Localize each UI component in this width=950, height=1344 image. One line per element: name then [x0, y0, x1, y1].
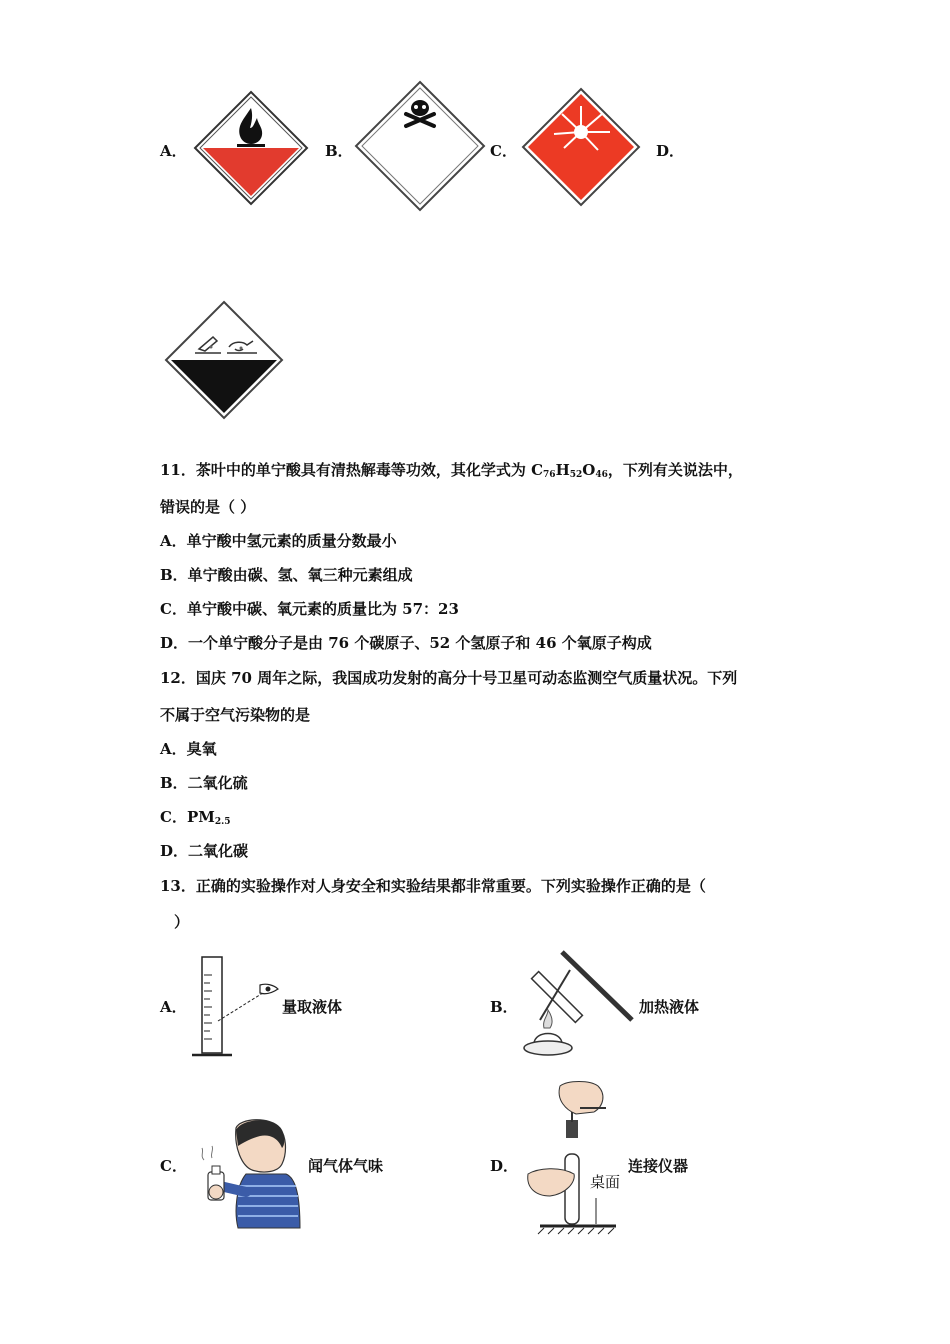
q13-option-d-caption: 连接仪器 [628, 1157, 689, 1175]
toxic-skull-hazard-icon [354, 80, 486, 212]
explosive-hazard-icon [522, 88, 640, 206]
heating-test-tube-icon [520, 948, 640, 1063]
hydrogen-symbol: H [555, 461, 570, 479]
q10-option-b-label: B． [325, 142, 353, 160]
q13-option-b-label: B． [490, 998, 518, 1016]
q10-option-a-label: A． [160, 142, 187, 160]
q11-option-c: C．单宁酸中碳、氧元素的质量比为 57：23 [160, 600, 459, 618]
q11-option-a: A．单宁酸中氢元素的质量分数最小 [160, 532, 397, 550]
q10-option-d-label: D． [656, 142, 685, 160]
pm-subscript: 2.5 [214, 817, 231, 827]
q12-stem-line1: 12．国庆 70 周年之际，我国成功发射的高分十号卫星可动态监测空气质量状况。下列 [160, 669, 738, 687]
q13-option-d-table-label: 桌面 [590, 1173, 621, 1191]
q13-option-a-label: A． [160, 998, 187, 1016]
connecting-apparatus-icon [520, 1078, 620, 1234]
q13-stem-line1: 13．正确的实验操作对人身安全和实验结果都非常重要。下列实验操作正确的是（ [160, 877, 706, 895]
carbon-subscript: 76 [543, 470, 556, 480]
oxygen-symbol: O [582, 461, 596, 479]
oxygen-subscript: 46 [595, 470, 608, 480]
q12-option-b: B．二氧化硫 [160, 774, 248, 792]
q11-stem-line2: 错误的是（ ） [160, 498, 256, 516]
q11-stem-prefix: 11．茶叶中的单宁酸具有清热解毒等功效，其化学式为 C [160, 461, 544, 479]
hydrogen-subscript: 52 [569, 470, 583, 480]
q11-stem-line1 [160, 460, 743, 485]
q13-option-c-label: C． [160, 1157, 187, 1175]
q13-option-d-label: D． [490, 1157, 519, 1175]
graduated-cylinder-icon [190, 955, 280, 1061]
q11-stem-suffix: ，下列有关说法中， [607, 461, 743, 479]
q12-stem-line2: 不属于空气污染物的是 [160, 706, 311, 724]
q11-option-d: D．一个单宁酸分子是由 76 个碳原子、52 个氢原子和 46 个氧原子构成 [160, 634, 652, 652]
q12-option-c-text: C．PM [160, 808, 215, 826]
smelling-gas-person-icon [190, 1116, 305, 1234]
q13-option-c-caption: 闻气体气味 [308, 1157, 384, 1175]
q10-option-c-label: C． [490, 142, 517, 160]
flammable-hazard-icon [193, 90, 309, 206]
q13-stem-line2: ） [174, 913, 190, 931]
q13-option-a-caption: 量取液体 [282, 998, 343, 1016]
q11-option-b: B．单宁酸由碳、氢、氧三种元素组成 [160, 566, 413, 584]
q12-option-c [160, 807, 231, 832]
q13-option-b-caption: 加热液体 [639, 998, 700, 1016]
q12-option-a: A．臭氧 [160, 740, 217, 758]
q12-option-d: D．二氧化碳 [160, 842, 249, 860]
corrosive-hazard-icon [165, 301, 283, 419]
